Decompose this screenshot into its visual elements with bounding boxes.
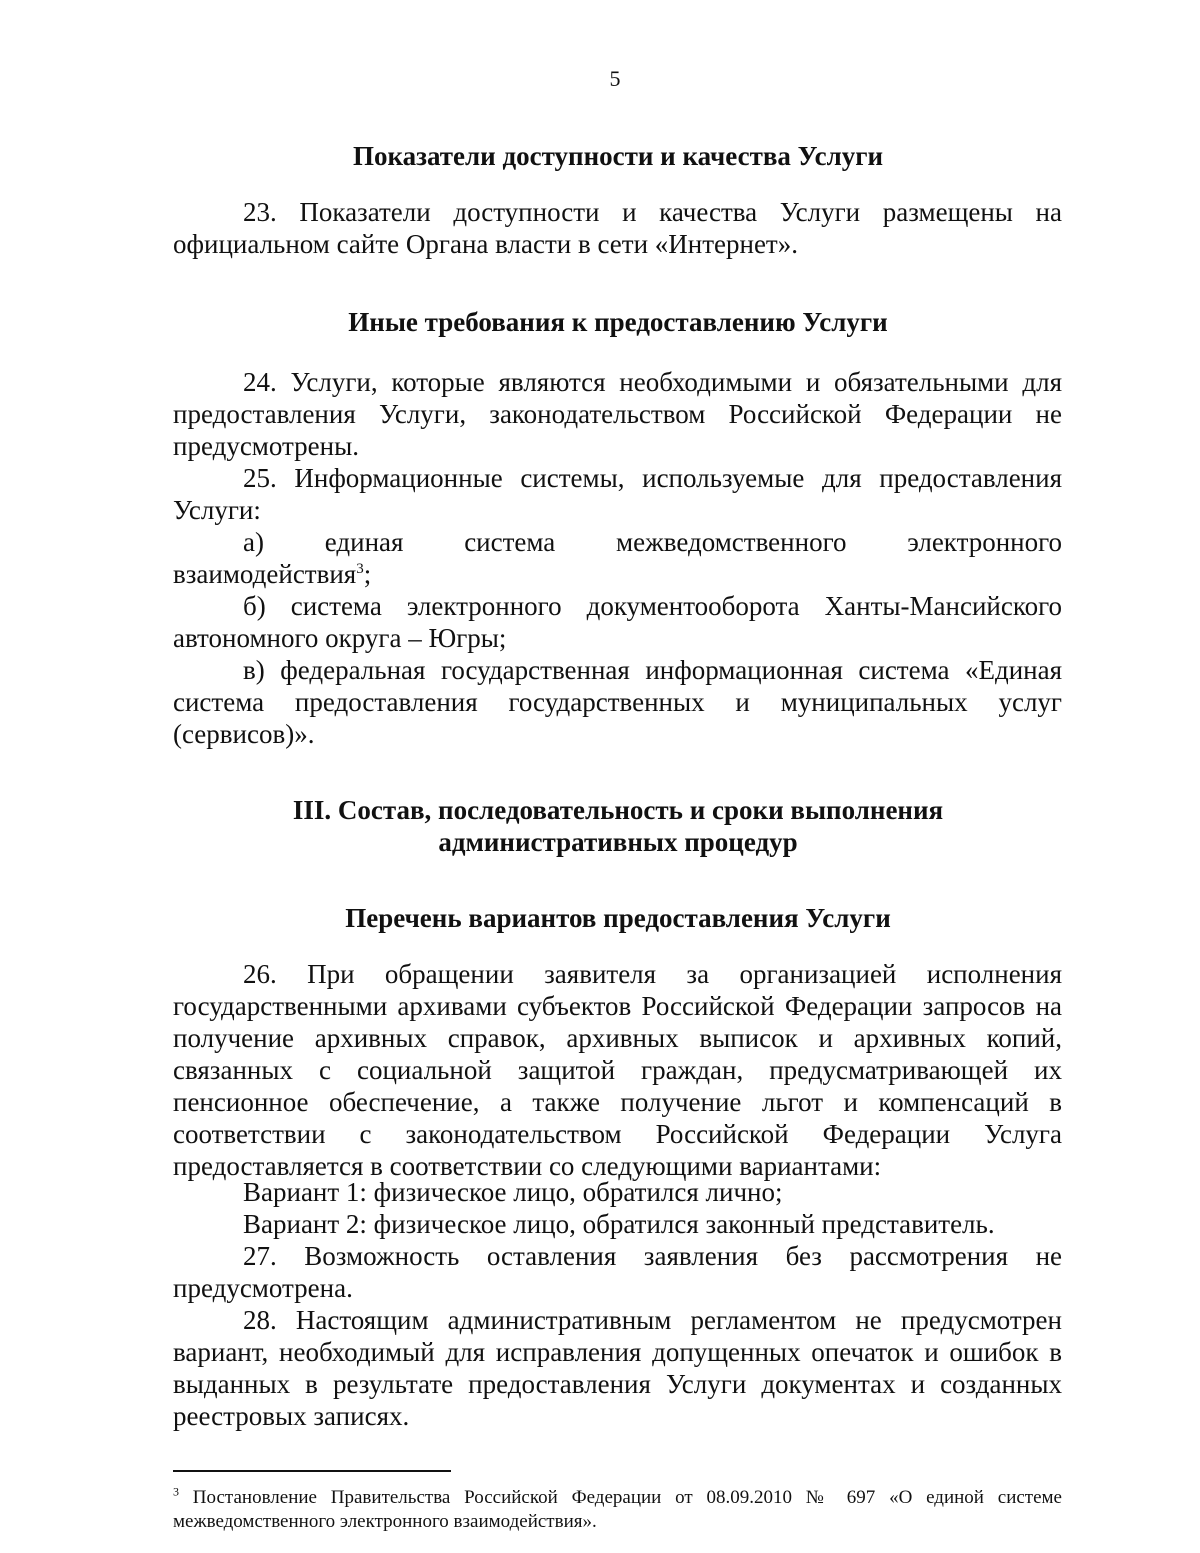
paragraph-line: 24. Услуги, которые являются необходимыми и обязательными для	[243, 367, 1062, 397]
paragraph-line: связанных с социальной защитой граждан, предусматривающей их	[173, 1055, 1062, 1085]
heading-availability: Показатели доступности и качества Услуги	[352, 141, 884, 171]
paragraph-line: получение архивных справок, архивных выписок и архивных копий,	[173, 1023, 1062, 1053]
variant-list	[173, 1176, 1062, 1240]
paragraph-line: 23. Показатели доступности и качества Услуги размещены на	[243, 197, 1062, 227]
variant-1: Вариант 1: физическое лицо, обратился лично;	[243, 1177, 783, 1207]
footnote-line	[173, 1486, 1062, 1510]
paragraph-line: предоставляется в соответствии со следующими вариантами:	[173, 1151, 882, 1181]
paragraph-line: 27. Возможность оставления заявления без рассмотрения не	[243, 1241, 1062, 1271]
paragraph-line: автономного округа – Югры;	[173, 623, 507, 653]
paragraph-line: 25. Информационные системы, используемые для предоставления	[243, 463, 1062, 493]
paragraph-line: 26. При обращении заявителя за организацией исполнения	[243, 959, 1062, 989]
footnote-text: Постановление Правительства Российской Федерации от 08.09.2010 № 697 «О единой системе	[179, 1487, 1062, 1508]
paragraph-line: предусмотрены.	[173, 431, 359, 461]
page-number: 5	[609, 66, 621, 91]
footnote-line: межведомственного электронного взаимодействия».	[173, 1511, 597, 1532]
paragraph-28	[173, 1304, 1062, 1432]
paragraph-25a	[173, 526, 1062, 590]
paragraph-line: пенсионное обеспечение, а также получение льгот и компенсаций в	[173, 1087, 1062, 1117]
paragraph-line: в) федеральная государственная информационная система «Единая	[243, 655, 1062, 685]
paragraph-line: выданных в результате предоставления Услуги документах и созданных	[173, 1369, 1062, 1399]
footnote-separator	[173, 1470, 451, 1472]
paragraph-24	[173, 366, 1062, 462]
paragraph-line	[173, 558, 1062, 590]
paragraph-line: б) система электронного документооборота Ханты-Мансийского	[243, 591, 1062, 621]
paragraph-line-end: ;	[363, 559, 372, 589]
heading-section-iii	[173, 794, 1063, 858]
paragraph-line: система предоставления государственных и муниципальных услуг	[173, 687, 1062, 717]
paragraph-line: (сервисов)».	[173, 719, 315, 749]
paragraph-line: соответствии с законодательством Российской Федерации Услуга	[173, 1119, 1062, 1149]
footnote-reference: 3	[356, 561, 364, 577]
paragraph-27	[173, 1240, 1062, 1304]
heading-line: III. Состав, последовательность и сроки выполнения	[292, 795, 944, 825]
paragraph-25c	[173, 654, 1062, 750]
paragraph-23	[173, 196, 1062, 260]
paragraph-line: Услуги:	[173, 495, 261, 525]
paragraph-line: реестровых записях.	[173, 1401, 410, 1431]
paragraph-25	[173, 462, 1062, 526]
paragraph-line-text: взаимодействия	[173, 559, 357, 589]
footnote-mark: 3	[173, 1484, 179, 1499]
heading-other-requirements: Иные требования к предоставлению Услуги	[348, 307, 888, 337]
footnote	[173, 1486, 1062, 1534]
paragraph-25b	[173, 590, 1062, 654]
paragraph-line: официальном сайте Органа власти в сети «Интернет».	[173, 229, 798, 259]
paragraph-line: вариант, необходимый для исправления допущенных опечаток и ошибок в	[173, 1337, 1062, 1367]
paragraph-line: 28. Настоящим административным регламентом не предусмотрен	[243, 1305, 1062, 1335]
paragraph-26	[173, 958, 1062, 1182]
variant-2: Вариант 2: физическое лицо, обратился законный представитель.	[243, 1209, 995, 1239]
paragraph-line: государственными архивами субъектов Российской Федерации запросов на	[173, 991, 1062, 1021]
paragraph-line: предусмотрена.	[173, 1273, 353, 1303]
heading-line: административных процедур	[438, 827, 798, 857]
paragraph-line: а) единая система межведомственного электронного	[243, 527, 1062, 557]
heading-variants: Перечень вариантов предоставления Услуги	[345, 903, 891, 933]
paragraph-line: предоставления Услуги, законодательством Российской Федерации не	[173, 399, 1062, 429]
